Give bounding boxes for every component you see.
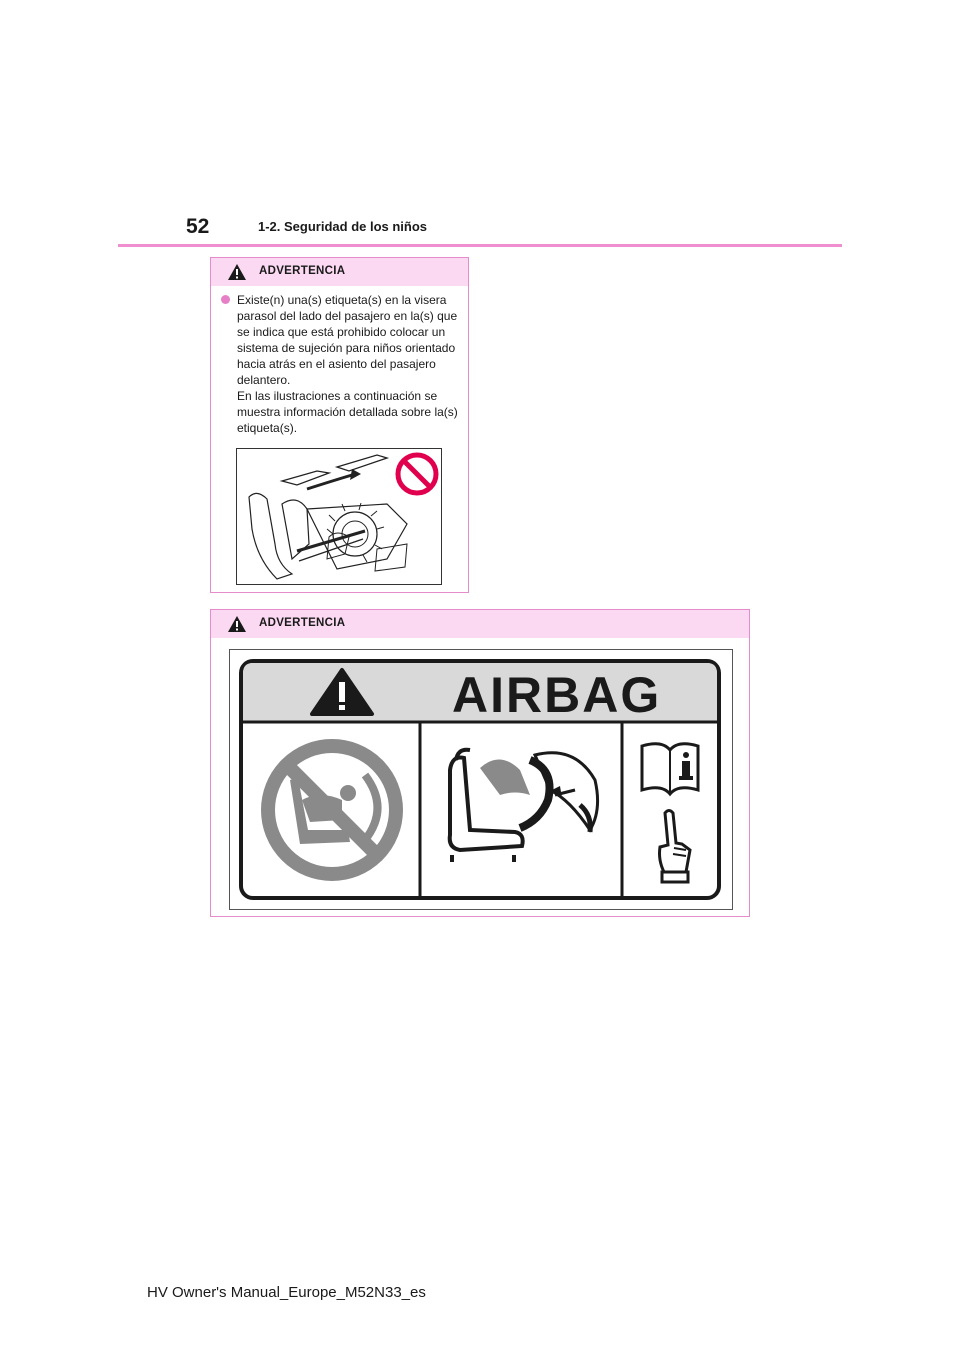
airbag-warning-label bbox=[229, 649, 733, 910]
footer-text: HV Owner's Manual_Europe_M52N33_es bbox=[147, 1284, 426, 1301]
warning-box-sun-visor bbox=[210, 257, 469, 593]
bullet-item bbox=[221, 292, 466, 436]
page-number: 52 bbox=[186, 215, 210, 238]
sun-visor-illustration bbox=[236, 448, 442, 585]
section-title: 1-2. Seguridad de los niños bbox=[258, 219, 428, 234]
bullet-paragraph: En las ilustraciones a continuación se muestra información detallada sobre la(s) etiqueta(s). bbox=[237, 389, 458, 435]
warning-triangle-icon bbox=[227, 615, 247, 633]
airbag-title: AIRBAG bbox=[452, 667, 662, 723]
header-rule bbox=[118, 244, 842, 247]
warning-triangle-icon bbox=[227, 263, 247, 281]
warning-title: ADVERTENCIA bbox=[259, 265, 346, 277]
warning-header bbox=[211, 610, 749, 638]
bullet-paragraph: Existe(n) una(s) etiqueta(s) en la visera parasol del lado del pasajero en la(s) que se indica que está prohibido colocar un sistema de sujeción para niños orientado hacia atrás en el asiento del pasajero delantero. bbox=[237, 293, 458, 387]
warning-header bbox=[211, 258, 468, 286]
no-rear-facing-child-seat-icon bbox=[268, 746, 396, 874]
warning-box-airbag-label bbox=[210, 609, 750, 917]
warning-title: ADVERTENCIA bbox=[259, 617, 346, 629]
bullet-icon bbox=[221, 295, 230, 304]
